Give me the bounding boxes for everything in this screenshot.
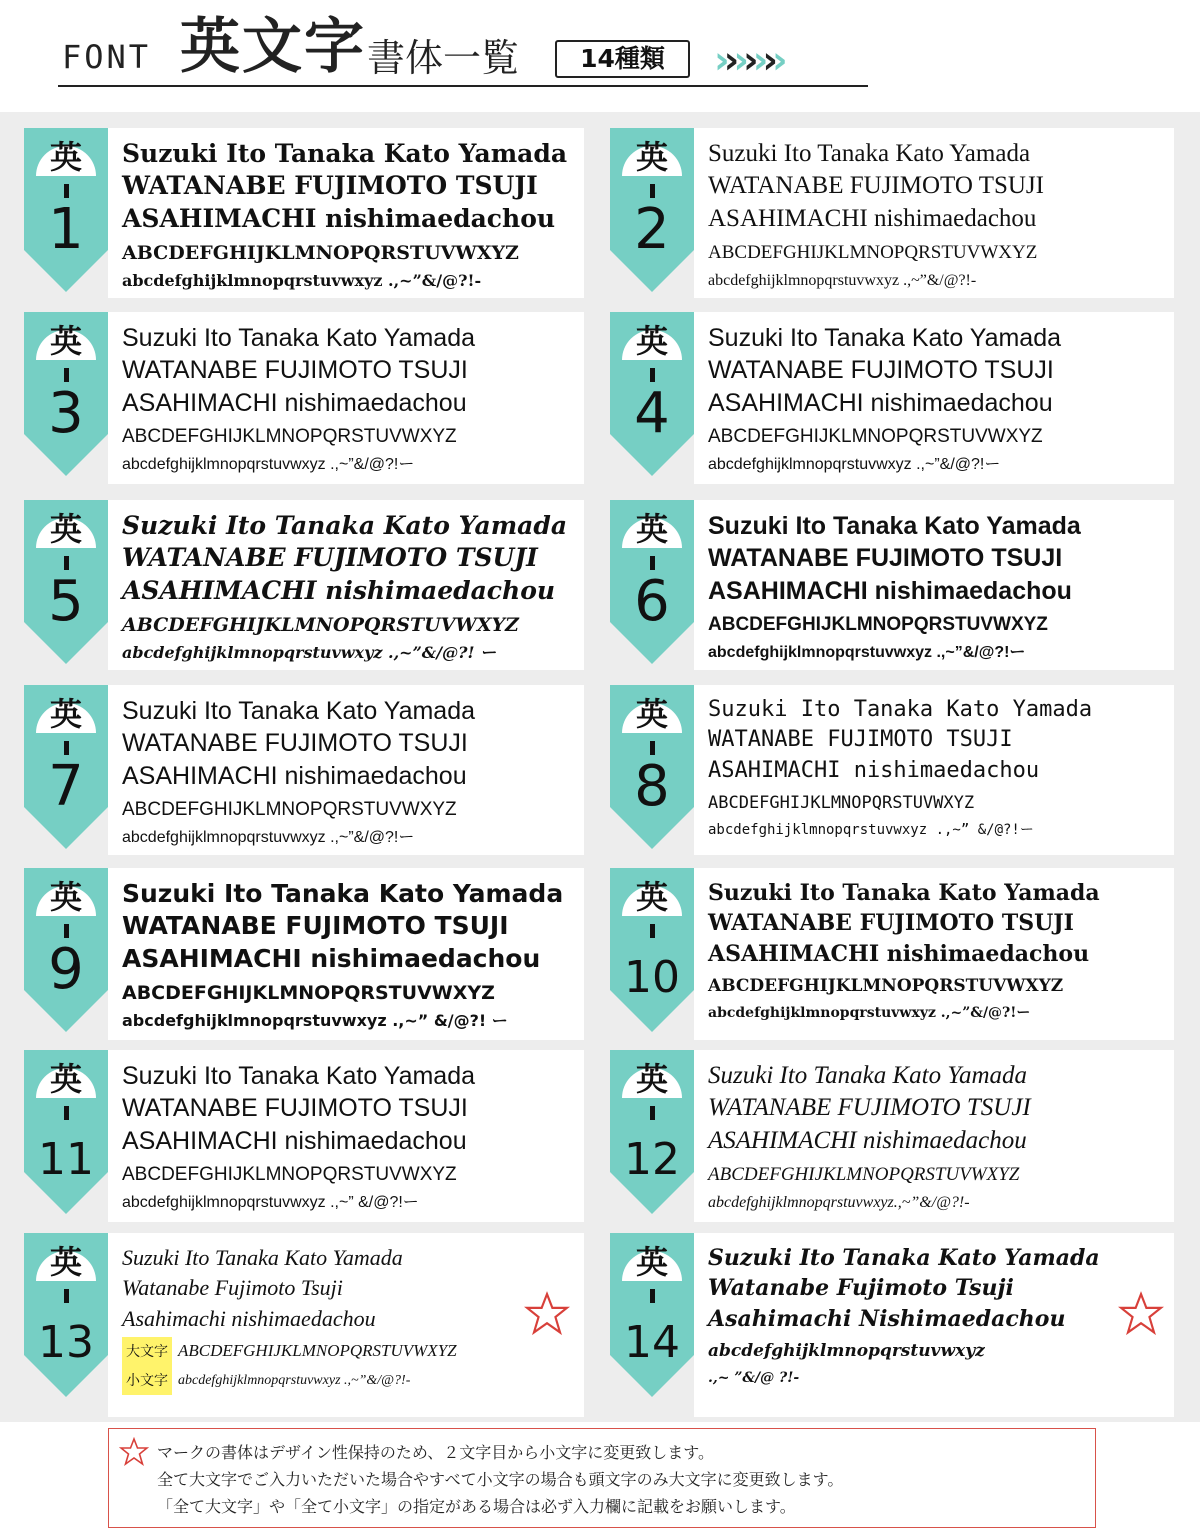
tag-number: 1	[48, 197, 84, 262]
sample-line1: Suzuki Ito Tanaka Kato Yamada	[122, 1062, 476, 1090]
sample-line3: ASAHIMACHI nishimaedachou	[708, 389, 1053, 417]
sample-line4: ABCDEFGHIJKLMNOPQRSTUVWXYZ	[708, 242, 1038, 263]
tag-kanji: 英	[49, 878, 82, 916]
font-sample	[694, 312, 1174, 484]
font-number-tag	[610, 1233, 694, 1393]
page-subtitle: 書体一覧	[367, 36, 520, 80]
sample-line5	[122, 1367, 584, 1395]
sample-line1: Suzuki Ito Tanaka Kato Yamada	[122, 324, 476, 352]
count-badge: 14種類	[555, 40, 690, 78]
font-number-tag	[24, 312, 108, 472]
sample-line2: WATANABE FUJIMOTO TSUJI	[708, 1094, 1031, 1121]
tag-divider	[650, 556, 655, 570]
font-sample	[694, 868, 1174, 1040]
tag-kanji: 英	[49, 322, 82, 360]
notice-line-2: 全て大文字でご入力いただいた場合やすべて小文字の場合も頭文字のみ大文字に変更致します。	[157, 1470, 844, 1489]
tag-kanji: 英	[635, 510, 668, 548]
star-icon	[524, 1291, 570, 1337]
tag-number: 8	[634, 754, 670, 819]
font-number-tag	[610, 312, 694, 472]
sample-line5: abcdefghijklmnopqrstuvwxyz .,~”&/@?!ー	[122, 456, 415, 473]
tag-kanji: 英	[635, 695, 668, 733]
sample-line2: WATANABE FUJIMOTO TSUJI	[708, 544, 1063, 572]
tag-kanji: 英	[49, 695, 82, 733]
tag-kanji: 英	[49, 510, 82, 548]
sample-line5: abcdefghijklmnopqrstuvwxyz .,~”&/@?!-	[122, 271, 482, 290]
font-sample	[108, 312, 584, 484]
tag-number: 9	[48, 937, 84, 1002]
tag-divider	[64, 1106, 69, 1120]
sample-line4: ABCDEFGHIJKLMNOPQRSTUVWXYZ	[122, 982, 495, 1004]
lowercase-sample: abcdefghijklmnopqrstuvwxyz .,~”&/@?!-	[178, 1373, 411, 1389]
header-underline	[58, 85, 868, 87]
sample-line5: abcdefghijklmnopqrstuvwxyz .,~”&/@?! ー	[122, 643, 497, 662]
page-title: 英文字	[180, 12, 366, 82]
font-number-tag	[610, 868, 694, 1028]
tag-divider	[64, 556, 69, 570]
font-sample	[108, 128, 584, 298]
sample-line2: WATANABE FUJIMOTO TSUJI	[122, 911, 509, 940]
tag-kanji: 英	[49, 138, 82, 176]
sample-line4: ABCDEFGHIJKLMNOPQRSTUVWXYZ	[708, 793, 975, 813]
tag-number: 10	[624, 952, 680, 1003]
tag-number: 3	[48, 381, 84, 446]
tag-divider	[64, 741, 69, 755]
sample-line3: ASAHIMACHI nishimaedachou	[708, 205, 1037, 232]
chevrons-icon: ›››››››	[714, 38, 782, 82]
sample-line5: abcdefghijklmnopqrstuvwxyz .,~”&/@?!-	[708, 272, 977, 289]
sample-line5: abcdefghijklmnopqrstuvwxyz .,~”&/@?!ー	[708, 456, 1001, 473]
sample-line1: Suzuki Ito Tanaka Kato Yamada	[122, 697, 476, 725]
sample-line3: ASAHIMACHI nishimaedachou	[122, 762, 467, 790]
tag-divider	[650, 741, 655, 755]
font-sample	[694, 500, 1174, 670]
sample-line3: ASAHIMACHI nishimaedachou	[122, 1127, 467, 1155]
star-icon	[119, 1437, 149, 1467]
sample-line1: Suzuki Ito Tanaka Kato Yamada	[708, 512, 1081, 540]
tag-kanji: 英	[49, 1060, 82, 1098]
sample-line1: Suzuki Ito Tanaka Kato Yamada	[122, 1245, 403, 1270]
tag-number: 6	[634, 569, 670, 634]
sample-line3: ASAHIMACHI nishimaedachou	[122, 576, 556, 605]
sample-line4	[122, 1337, 584, 1367]
font-number-tag	[610, 128, 694, 288]
sample-line5: abcdefghijklmnopqrstuvwxyz .,~” &/@?! ー	[122, 1011, 508, 1030]
font-number-tag	[24, 868, 108, 1028]
tag-divider	[650, 368, 655, 382]
sample-line1: Suzuki Ito Tanaka Kato Yamada	[708, 697, 1093, 722]
sample-line3: ASAHIMACHI nishimaedachou	[122, 944, 541, 973]
notice-line-3: 「全て大文字」や「全て小文字」の指定がある場合は必ず入力欄に記載をお願いします。	[157, 1497, 796, 1516]
font-sample	[694, 685, 1174, 855]
sample-line3: ASAHIMACHI nishimaedachou	[708, 941, 1090, 967]
tag-divider	[650, 1106, 655, 1120]
page-header	[0, 0, 1200, 112]
sample-line4: ABCDEFGHIJKLMNOPQRSTUVWXYZ	[122, 426, 457, 447]
sample-line4: ABCDEFGHIJKLMNOPQRSTUVWXYZ	[122, 799, 457, 820]
sample-line1: Suzuki Ito Tanaka Kato Yamada	[122, 879, 564, 908]
tag-number: 4	[634, 381, 670, 446]
sample-line3: ASAHIMACHI nishimaedachou	[708, 758, 1040, 783]
font-label: FONT	[62, 38, 152, 76]
sample-line2: WATANABE FUJIMOTO TSUJI	[122, 729, 468, 757]
font-sample	[108, 1233, 584, 1417]
sample-line1: Suzuki Ito Tanaka Kato Yamada	[122, 511, 568, 540]
sample-line1: Suzuki Ito Tanaka Kato Yamada	[708, 1062, 1028, 1089]
sample-line1: Suzuki Ito Tanaka Kato Yamada	[708, 324, 1062, 352]
sample-line3: Asahimachi Nishimaedachou	[708, 1306, 1066, 1332]
tag-number: 7	[48, 754, 84, 819]
sample-line2: WATANABE FUJIMOTO TSUJI	[708, 727, 1013, 752]
sample-line3: Asahimachi nishimaedachou	[122, 1306, 376, 1331]
sample-line2: WATANABE FUJIMOTO TSUJI	[122, 171, 538, 200]
tag-divider	[64, 184, 69, 198]
font-sample	[108, 685, 584, 855]
tag-kanji: 英	[635, 1060, 668, 1098]
notice-box	[108, 1428, 1096, 1528]
tag-divider	[64, 924, 69, 938]
tag-number: 13	[38, 1317, 94, 1368]
font-number-tag	[24, 500, 108, 660]
sample-line1: Suzuki Ito Tanaka Kato Yamada	[708, 140, 1031, 167]
sample-line4: ABCDEFGHIJKLMNOPQRSTUVWXYZ	[708, 1164, 1020, 1185]
tag-number: 12	[624, 1134, 680, 1185]
tag-divider	[650, 1289, 655, 1303]
lowercase-label: 小文字	[122, 1367, 172, 1395]
font-sample	[108, 500, 584, 670]
sample-line2: WATANABE FUJIMOTO TSUJI	[708, 910, 1074, 936]
sample-line2: WATANABE FUJIMOTO TSUJI	[122, 356, 468, 384]
sample-line4: ABCDEFGHIJKLMNOPQRSTUVWXYZ	[122, 1164, 457, 1185]
uppercase-sample: ABCDEFGHIJKLMNOPQRSTUVWXYZ	[178, 1341, 457, 1360]
tag-number: 14	[624, 1317, 680, 1368]
sample-line5: abcdefghijklmnopqrstuvwxyz .,~”&/@?!ー	[708, 1005, 1031, 1021]
font-number-tag	[24, 1233, 108, 1393]
tag-number: 5	[48, 569, 84, 634]
sample-line5: abcdefghijklmnopqrstuvwxyz .,~”&/@?!ー	[708, 644, 1026, 661]
tag-number: 11	[38, 1134, 94, 1185]
font-number-tag	[610, 500, 694, 660]
sample-line2: WATANABE FUJIMOTO TSUJI	[122, 543, 538, 572]
font-sample	[108, 1050, 584, 1222]
tag-divider	[64, 368, 69, 382]
sample-line5: abcdefghijklmnopqrstuvwxyz .,~” &/@?!ー	[122, 1194, 419, 1211]
sample-line5: abcdefghijklmnopqrstuvwxyz .,~” &/@?!ー	[708, 822, 1034, 838]
font-number-tag	[24, 128, 108, 288]
sample-line2: WATANABE FUJIMOTO TSUJI	[122, 1094, 468, 1122]
sample-line2: WATANABE FUJIMOTO TSUJI	[708, 356, 1054, 384]
sample-line4: ABCDEFGHIJKLMNOPQRSTUVWXYZ	[708, 976, 1064, 996]
sample-line4: ABCDEFGHIJKLMNOPQRSTUVWXYZ	[708, 614, 1048, 635]
font-sample	[694, 1050, 1174, 1222]
sample-line4: ABCDEFGHIJKLMNOPQRSTUVWXYZ	[122, 242, 519, 264]
sample-line5: .,~ ”&/@ ?!-	[708, 1370, 800, 1386]
tag-kanji: 英	[49, 1243, 82, 1281]
font-sample	[694, 128, 1174, 298]
font-number-tag	[24, 685, 108, 845]
sample-line1: Suzuki Ito Tanaka Kato Yamada	[708, 1245, 1100, 1271]
sample-line4: abcdefghijklmnopqrstuvwxyz	[708, 1341, 985, 1361]
font-number-tag	[24, 1050, 108, 1210]
tag-kanji: 英	[635, 322, 668, 360]
sample-line5: abcdefghijklmnopqrstuvwxyz.,~”&/@?!-	[708, 1194, 970, 1211]
tag-divider	[650, 924, 655, 938]
tag-divider	[64, 1289, 69, 1303]
sample-line5: abcdefghijklmnopqrstuvwxyz .,~”&/@?!ー	[122, 829, 415, 846]
sample-line3: ASAHIMACHI nishimaedachou	[708, 577, 1072, 605]
uppercase-label: 大文字	[122, 1337, 172, 1367]
font-number-tag	[610, 685, 694, 845]
sample-line3: ASAHIMACHI nishimaedachou	[708, 1127, 1027, 1154]
tag-kanji: 英	[635, 138, 668, 176]
sample-line4: ABCDEFGHIJKLMNOPQRSTUVWXYZ	[708, 426, 1043, 447]
font-sample	[694, 1233, 1174, 1417]
sample-line1: Suzuki Ito Tanaka Kato Yamada	[708, 880, 1100, 906]
sample-line3: ASAHIMACHI nishimaedachou	[122, 389, 467, 417]
sample-line2: Watanabe Fujimoto Tsuji	[708, 1275, 1014, 1301]
tag-divider	[650, 184, 655, 198]
star-icon	[1118, 1291, 1164, 1337]
font-number-tag	[610, 1050, 694, 1210]
sample-line3: ASAHIMACHI nishimaedachou	[122, 204, 556, 233]
notice-line-1: マークの書体はデザイン性保持のため、２文字目から小文字に変更致します。	[157, 1443, 714, 1462]
tag-kanji: 英	[635, 1243, 668, 1281]
font-sample	[108, 868, 584, 1040]
sample-line2: WATANABE FUJIMOTO TSUJI	[708, 172, 1044, 199]
sample-line2: Watanabe Fujimoto Tsuji	[122, 1275, 343, 1300]
sample-line4: ABCDEFGHIJKLMNOPQRSTUVWXYZ	[122, 614, 519, 636]
tag-kanji: 英	[635, 878, 668, 916]
tag-number: 2	[634, 197, 670, 262]
sample-line1: Suzuki Ito Tanaka Kato Yamada	[122, 139, 568, 168]
